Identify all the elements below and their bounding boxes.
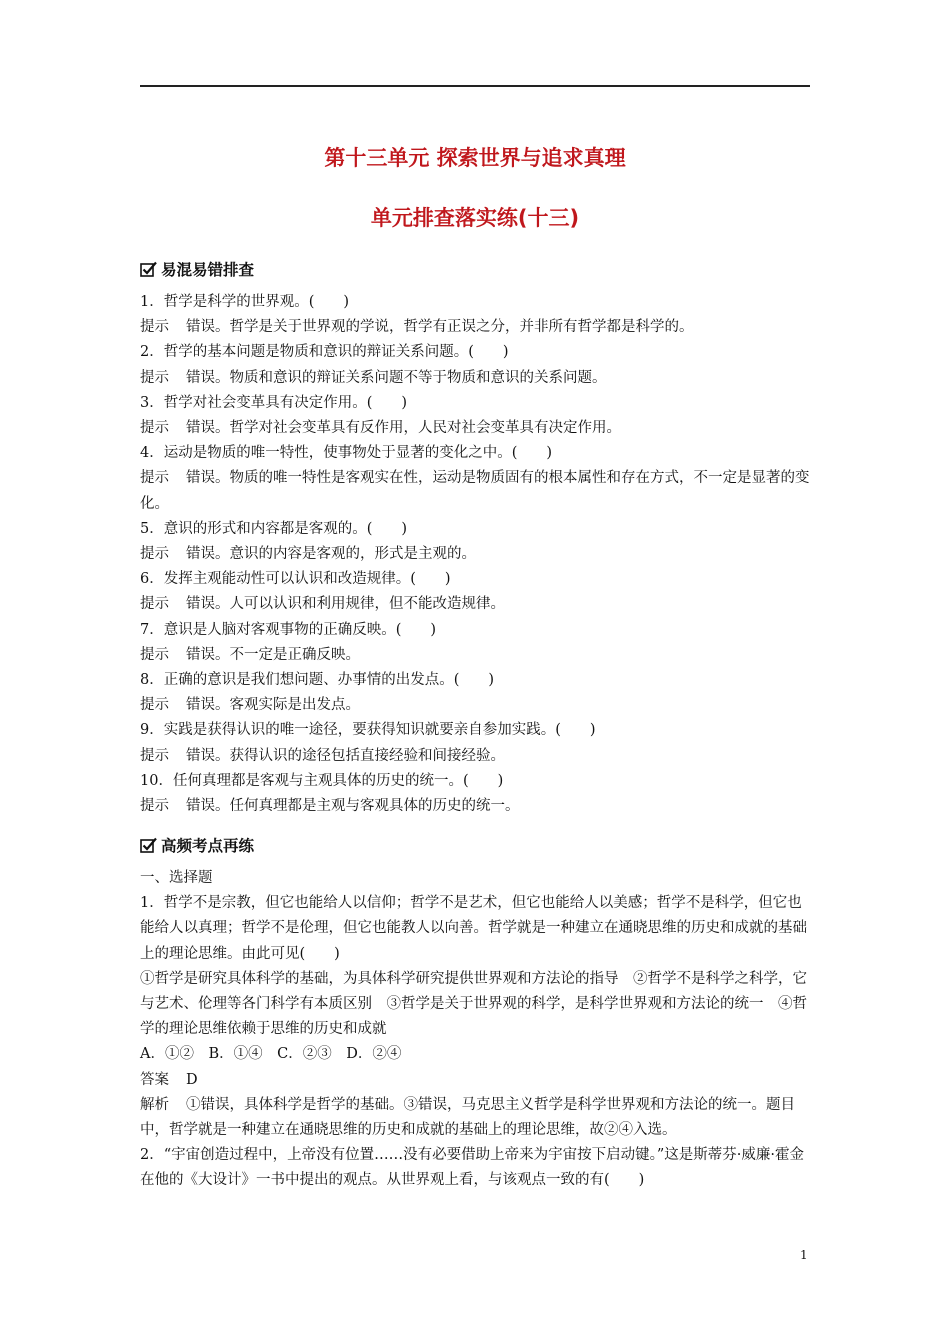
- hint-text: 错误。物质的唯一特性是客观实在性，运动是物质固有的根本属性和存在方式，不一定是显著的变化。: [140, 470, 810, 512]
- question-7: 7．意识是人脑对客观事物的正确反映。( ): [140, 621, 437, 638]
- hint-4: [140, 466, 816, 516]
- analysis-1: [140, 1093, 816, 1143]
- hint-10: [140, 794, 816, 819]
- hint-label: 提示: [140, 747, 169, 764]
- question-6: 6．发挥主观能动性可以认识和改造规律。( ): [140, 571, 451, 588]
- question-1: 1．哲学是科学的世界观。( ): [140, 294, 350, 310]
- hint-text: 错误。物质和意识的辩证关系问题不等于物质和意识的关系问题。: [186, 369, 607, 386]
- hint-label: 提示: [140, 596, 169, 613]
- hint-5: [140, 542, 816, 567]
- hint-7: [140, 643, 816, 668]
- question-10: 10．任何真理都是客观与主观具体的历史的统一。( ): [140, 772, 504, 789]
- question-4: 4．运动是物质的唯一特性，使事物处于显著的变化之中。( ): [140, 445, 553, 462]
- hint-label: 提示: [140, 470, 169, 487]
- question-3: 3．哲学对社会变革具有决定作用。( ): [140, 394, 408, 411]
- hint-text: 错误。客观实际是出发点。: [186, 697, 360, 714]
- unit-title: 第十三单元 探索世界与追求真理: [324, 146, 626, 170]
- hint-text: 错误。不一定是正确反映。: [186, 646, 360, 663]
- part-label: 一、选择题: [140, 870, 213, 886]
- hint-8: [140, 693, 816, 718]
- hint-text: 错误。任何真理都是主观与客观具体的历史的统一。: [186, 798, 520, 815]
- answer-1: [140, 1068, 816, 1093]
- question-statements-1: ①哲学是研究具体科学的基础，为具体科学研究提供世界观和方法论的指导 ②哲学不是科学之科学，它与艺术、伦理等各门科学有本质区别 ③哲学是关于世界观的科学，是科学世界观和方法论的统一 ④哲学的理论思维依赖于思维的历史和成就: [140, 970, 807, 1038]
- question-stem-1: 1．哲学不是宗教，但它也能给人以信仰；哲学不是艺术，但它也能给人以美感；哲学不是科学，但它也能给人以真理；哲学不是伦理，但它也能教人以向善。哲学就是一种建立在通晓思维的历史和成就的基础上的理论思维。由此可见( ): [140, 895, 807, 962]
- hint-label: 提示: [140, 420, 169, 437]
- hint-2: [140, 366, 816, 391]
- unit-subtitle: 单元排查落实练(十三): [370, 206, 580, 230]
- checkbox-check-icon: [140, 261, 157, 278]
- answer-value: D: [186, 1071, 198, 1088]
- question-2: 2．哲学的基本问题是物质和意识的辩证关系问题。( ): [140, 344, 509, 361]
- hint-label: 提示: [140, 798, 169, 815]
- hint-text: 错误。哲学对社会变革具有反作用，人民对社会变革具有决定作用。: [186, 420, 621, 437]
- hint-label: 提示: [140, 546, 169, 563]
- question-9: 9．实践是获得认识的唯一途径，要获得知识就要亲自参加实践。( ): [140, 722, 596, 739]
- answer-options-1: A．①② B．①④ C．②③ D．②④: [140, 1046, 402, 1063]
- page-number: 1: [800, 1248, 808, 1262]
- hint-text: 错误。哲学是关于世界观的学说，哲学有正误之分，并非所有哲学都是科学的。: [186, 319, 694, 336]
- hint-6: [140, 592, 816, 617]
- checkbox-check-icon: [140, 837, 157, 854]
- section1-list: [140, 290, 816, 819]
- hint-1: [140, 315, 816, 340]
- hint-label: 提示: [140, 646, 169, 663]
- hint-text: 错误。获得认识的途径包括直接经验和间接经验。: [186, 747, 505, 764]
- header-rule: [140, 85, 810, 87]
- hint-text: 错误。人可以认识和利用规律，但不能改造规律。: [186, 596, 505, 613]
- question-stem-2: 2．“宇宙创造过程中，上帝没有位置……没有必要借助上帝来为宇宙按下启动键。”这是斯蒂芬·威廉·霍金在他的《大设计》一书中提出的观点。从世界观上看，与该观点一致的有( ): [140, 1147, 805, 1189]
- analysis-label: 解析: [140, 1096, 169, 1113]
- section-heading-text: 高频考点再练: [161, 837, 255, 855]
- hint-label: 提示: [140, 369, 169, 386]
- answer-label: 答案: [140, 1071, 169, 1088]
- analysis-text: ①错误，具体科学是哲学的基础。③错误，马克思主义哲学是科学世界观和方法论的统一。题目中，哲学就是一种建立在通晓思维的历史和成就的基础上的理论思维，故②④入选。: [140, 1096, 795, 1139]
- question-8: 8．正确的意识是我们想问题、办事情的出发点。( ): [140, 672, 495, 689]
- question-5: 5．意识的形式和内容都是客观的。( ): [140, 520, 408, 537]
- section-heading-text: 易混易错排查: [161, 261, 255, 279]
- hint-text: 错误。意识的内容是客观的，形式是主观的。: [186, 546, 476, 563]
- hint-9: [140, 744, 816, 769]
- hint-3: [140, 416, 816, 441]
- section-heading-practice: [140, 834, 254, 856]
- section-heading-errors: [140, 258, 254, 280]
- hint-label: 提示: [140, 697, 169, 714]
- hint-label: 提示: [140, 319, 169, 336]
- section2-content: [140, 866, 816, 1194]
